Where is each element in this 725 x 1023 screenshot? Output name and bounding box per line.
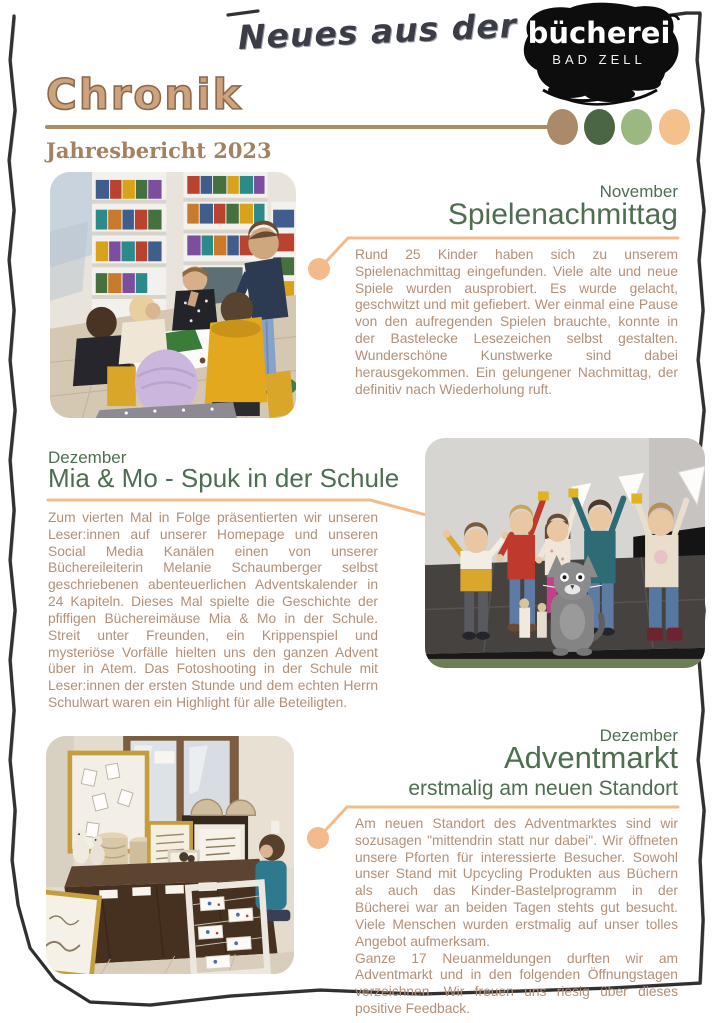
photo-spielenachmittag xyxy=(50,172,296,418)
section-1-title: Spielenachmittag xyxy=(447,198,678,231)
palette-dot-light-green xyxy=(621,109,652,145)
section-3-paragraph-2: Ganze 17 Neuanmeldungen durften wir am Adventmarkt und in den folgenden Öffnungstagen verzeichnen. Wir freuen uns riesig über dieses positive Feedback. xyxy=(355,950,678,1017)
palette-dot-peach xyxy=(659,109,690,145)
library-game-photo-illustration xyxy=(50,172,296,418)
section-2-title: Mia & Mo - Spuk in der Schule xyxy=(48,463,400,493)
report-subtitle: Jahresbericht 2023 xyxy=(46,138,272,163)
page-title: Chronik xyxy=(46,70,243,119)
section-2-body xyxy=(48,510,378,712)
section-1-month: November xyxy=(599,182,678,201)
divider-line xyxy=(45,125,562,129)
photo-mia-mo-buehne xyxy=(425,438,705,668)
section-3-body xyxy=(355,816,678,1018)
photo-adventmarkt xyxy=(46,736,294,974)
section-3-title: Adventmarkt xyxy=(503,740,678,775)
header-script-title: Neues aus der xyxy=(237,5,518,57)
logo-text-buecherei: bücherei xyxy=(527,16,671,50)
section-2-paragraph: Zum vierten Mal in Folge präsentierten wir unseren Leser:innen auf unserer Homepage und unseren Social Media Kanälen einen von unserer Büchereileiterin Melanie Schaumberger selbst geschriebenen abenteuerlichen Adventskalender in 24 Kapiteln. Dieses Mal spielte die Geschichte der pfiffigen Büchereimäuse Mia & Mo in der Schule. Streit unter Freunden, ein Krippenspiel und mysteriöse Vorfälle hielten uns den ganzen Advent über in Atem. Das Fotoshooting in der Schule mit Leser:innen der ersten Stunde und dem echten Herrn Schulwart waren ein Highlight für alle Beteiligten. xyxy=(48,510,378,711)
palette-dot-dark-green xyxy=(584,109,615,145)
section-1-paragraph: Rund 25 Kinder haben sich zu unserem Spielenachmittag eingefunden. Viele alte und neue Spiele wurden ausprobiert. Es wurde gelacht, geschwitzt und mit gefiebert. Wer einmal eine Pause von den aufregenden Spielen brauchte, konnte in der Bastelecke Lesezeichen selbst gestalten. Wunderschöne Kunstwerke sind dabei herausgekommen. Ein gelungener Nachmittag, der definitiv nach Wiederholung ruft. xyxy=(355,247,678,397)
stage-children-photo-illustration xyxy=(425,438,705,668)
section-3-paragraph-1: Am neuen Standort des Adventmarktes sind wir sozusagen "mittendrin statt nur dabei". Wir öffneten unsere Pforten für interessierte Besucher. Sowohl unser Stand mit Upcycling Produkten aus Büchern als auch das Kinder-Bastelprogramm in der Bücherei war an beiden Tagen stehts gut besucht. Viele Menschen wurden erstmalig auf unser tolles Angebot aufmerksam. xyxy=(355,816,678,949)
section-2-month: Dezember xyxy=(48,448,127,467)
logo-text-bad-zell: BAD ZELL xyxy=(552,52,646,67)
adventmarkt-photo-illustration xyxy=(46,736,294,974)
section-3-subtitle: erstmalig am neuen Standort xyxy=(408,777,678,800)
section-3-month: Dezember xyxy=(599,726,678,745)
section-1-body xyxy=(355,247,678,398)
palette-dot-brown xyxy=(547,109,578,145)
library-logo xyxy=(515,0,683,112)
